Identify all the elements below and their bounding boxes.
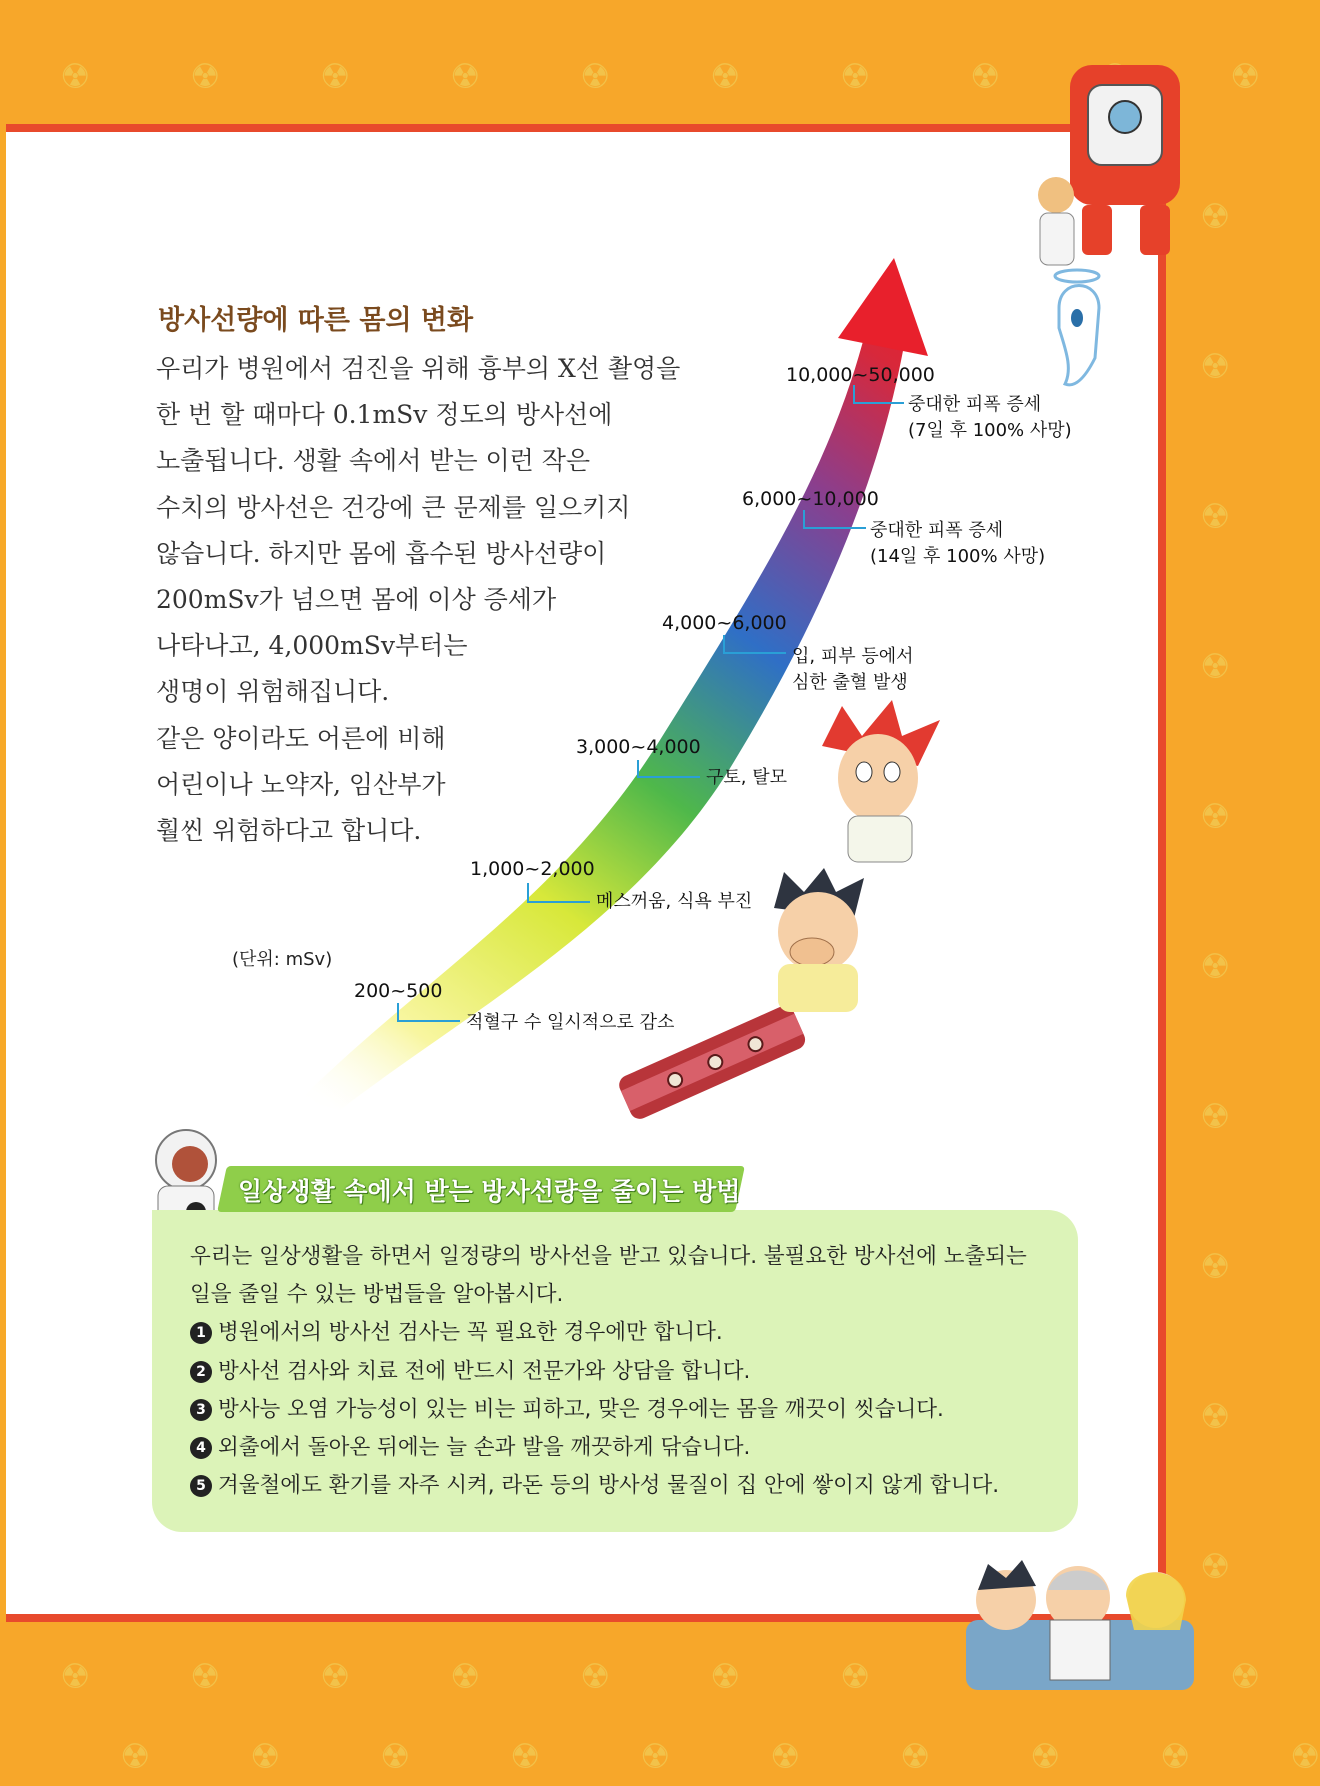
radiation-icon: ☢ xyxy=(1200,947,1231,987)
symptom-line: 중대한 피폭 증세 xyxy=(908,394,1042,415)
symptom-label xyxy=(466,1010,674,1036)
tips-intro-line: 우리는 일상생활을 하면서 일정량의 방사선을 받고 있습니다. 불필요한 방사선에 노출되는 xyxy=(190,1244,1027,1269)
dose-range-label: 200~500 xyxy=(354,980,443,1002)
tip-number: 2 xyxy=(190,1361,212,1383)
symptom-label xyxy=(706,765,787,791)
symptom-label xyxy=(870,518,1045,570)
radiation-icon: ☢ xyxy=(190,1657,221,1697)
tip-item xyxy=(190,1467,1070,1505)
radiation-icon: ☢ xyxy=(770,1737,801,1777)
radiation-icon: ☢ xyxy=(1200,1547,1231,1587)
intro-line: 않습니다. 하지만 몸에 흡수된 방사선량이 xyxy=(156,538,607,568)
radiation-icon: ☢ xyxy=(840,1657,871,1697)
radiation-icon: ☢ xyxy=(1290,1737,1320,1777)
symptom-label xyxy=(792,644,914,696)
radiation-icon: ☢ xyxy=(120,1737,151,1777)
tips-list xyxy=(190,1238,1070,1505)
radiation-icon: ☢ xyxy=(1200,497,1231,537)
girl-character xyxy=(822,700,940,862)
radiation-icon: ☢ xyxy=(710,57,741,97)
readers-characters xyxy=(966,1560,1194,1690)
radiation-icon: ☢ xyxy=(640,1737,671,1777)
intro-line: 같은 양이라도 어른에 비해 xyxy=(156,723,446,753)
tip-number: 4 xyxy=(190,1437,212,1459)
radiation-icon: ☢ xyxy=(580,1657,611,1697)
symptom-label xyxy=(596,889,752,915)
intro-line: 노출됩니다. 생활 속에서 받는 이런 작은 xyxy=(156,446,591,476)
radiation-icon: ☢ xyxy=(1200,1247,1231,1287)
tip-number: 3 xyxy=(190,1399,212,1421)
dose-range-label: 4,000~6,000 xyxy=(662,612,787,634)
radiation-icon: ☢ xyxy=(840,57,871,97)
tip-number: 1 xyxy=(190,1322,212,1344)
tip-item xyxy=(190,1391,1070,1429)
radiation-icon: ☢ xyxy=(450,1657,481,1697)
tips-intro-line: 일을 줄일 수 있는 방법들을 알아봅시다. xyxy=(190,1282,564,1308)
radiation-icon: ☢ xyxy=(450,57,481,97)
symptom-line: 입, 피부 등에서 xyxy=(792,646,914,667)
tip-text: 방사능 오염 가능성이 있는 비는 피하고, 맞은 경우에는 몸을 깨끗이 씻습니다. xyxy=(218,1396,944,1422)
tip-text: 방사선 검사와 치료 전에 반드시 전문가와 상담을 합니다. xyxy=(218,1358,751,1384)
tip-item xyxy=(190,1314,1070,1352)
intro-line: 나타나고, 4,000mSv부터는 xyxy=(156,631,468,661)
radiation-icon: ☢ xyxy=(1030,1737,1061,1777)
intro-line: 훨씬 위험하다고 합니다. xyxy=(156,816,422,846)
dose-arrow-head xyxy=(838,258,928,356)
radiation-icon: ☢ xyxy=(1230,1657,1261,1697)
section-heading: 방사선량에 따른 몸의 변화 xyxy=(158,305,474,336)
symptom-line: 구토, 탈모 xyxy=(706,767,787,788)
intro-line: 생명이 위험해집니다. xyxy=(156,677,390,707)
radiation-icon: ☢ xyxy=(970,57,1001,97)
unit-label: (단위: mSv) xyxy=(232,949,333,970)
tip-text: 겨울철에도 환기를 자주 시켜, 라돈 등의 방사성 물질이 집 안에 쌓이지 않게 합니다. xyxy=(218,1473,1000,1499)
radiation-icon: ☢ xyxy=(1200,1097,1231,1137)
robot-character xyxy=(1038,65,1180,265)
symptom-line: (7일 후 100% 사망) xyxy=(908,420,1072,441)
radiation-icon: ☢ xyxy=(1200,797,1231,837)
radiation-icon: ☢ xyxy=(1200,197,1231,237)
tip-number: 5 xyxy=(190,1475,212,1497)
symptom-line: (14일 후 100% 사망) xyxy=(870,546,1046,567)
symptom-label xyxy=(908,392,1072,444)
radiation-icon: ☢ xyxy=(60,1657,91,1697)
intro-line: 한 번 할 때마다 0.1mSv 정도의 방사선에 xyxy=(156,400,613,430)
boy-character xyxy=(774,868,864,1012)
ghost-character xyxy=(1055,270,1099,385)
radiation-icon: ☢ xyxy=(900,1737,931,1777)
symptom-line: 메스꺼움, 식욕 부진 xyxy=(596,891,753,912)
tips-title: 일상생활 속에서 받는 방사선량을 줄이는 방법 xyxy=(238,1177,741,1206)
tip-item xyxy=(190,1353,1070,1391)
tip-text: 외출에서 돌아온 뒤에는 늘 손과 발을 깨끗하게 닦습니다. xyxy=(218,1435,751,1461)
intro-line: 200mSv가 넘으면 몸에 이상 증세가 xyxy=(156,585,557,615)
radiation-icon: ☢ xyxy=(320,57,351,97)
radiation-icon: ☢ xyxy=(1200,347,1231,387)
tip-text: 병원에서의 방사선 검사는 꼭 필요한 경우에만 합니다. xyxy=(218,1320,723,1346)
dose-range-label: 3,000~4,000 xyxy=(576,736,701,758)
symptom-line: 중대한 피폭 증세 xyxy=(870,520,1004,541)
intro-line: 수치의 방사선은 건강에 큰 문제를 일으키지 xyxy=(156,492,631,522)
radiation-icon: ☢ xyxy=(1160,1737,1191,1777)
radiation-icon: ☢ xyxy=(580,57,611,97)
symptom-line: 적혈구 수 일시적으로 감소 xyxy=(466,1012,675,1033)
tip-item xyxy=(190,1429,1070,1467)
radiation-icon: ☢ xyxy=(710,1657,741,1697)
radiation-icon: ☢ xyxy=(510,1737,541,1777)
intro-line: 우리가 병원에서 검진을 위해 흉부의 X선 촬영을 xyxy=(156,354,681,383)
symptom-line: 심한 출혈 발생 xyxy=(792,672,908,693)
dose-range-label: 1,000~2,000 xyxy=(470,858,595,880)
radiation-icon: ☢ xyxy=(190,57,221,97)
radiation-icon: ☢ xyxy=(320,1657,351,1697)
intro-line: 어린이나 노약자, 임산부가 xyxy=(156,769,446,799)
dose-range-label: 6,000~10,000 xyxy=(742,488,879,510)
dose-range-label: 10,000~50,000 xyxy=(786,364,935,386)
radiation-icon: ☢ xyxy=(380,1737,411,1777)
radiation-icon: ☢ xyxy=(250,1737,281,1777)
radiation-icon: ☢ xyxy=(1200,647,1231,687)
radiation-icon: ☢ xyxy=(1230,57,1261,97)
radiation-icon: ☢ xyxy=(60,57,91,97)
radiation-icon: ☢ xyxy=(1200,1397,1231,1437)
